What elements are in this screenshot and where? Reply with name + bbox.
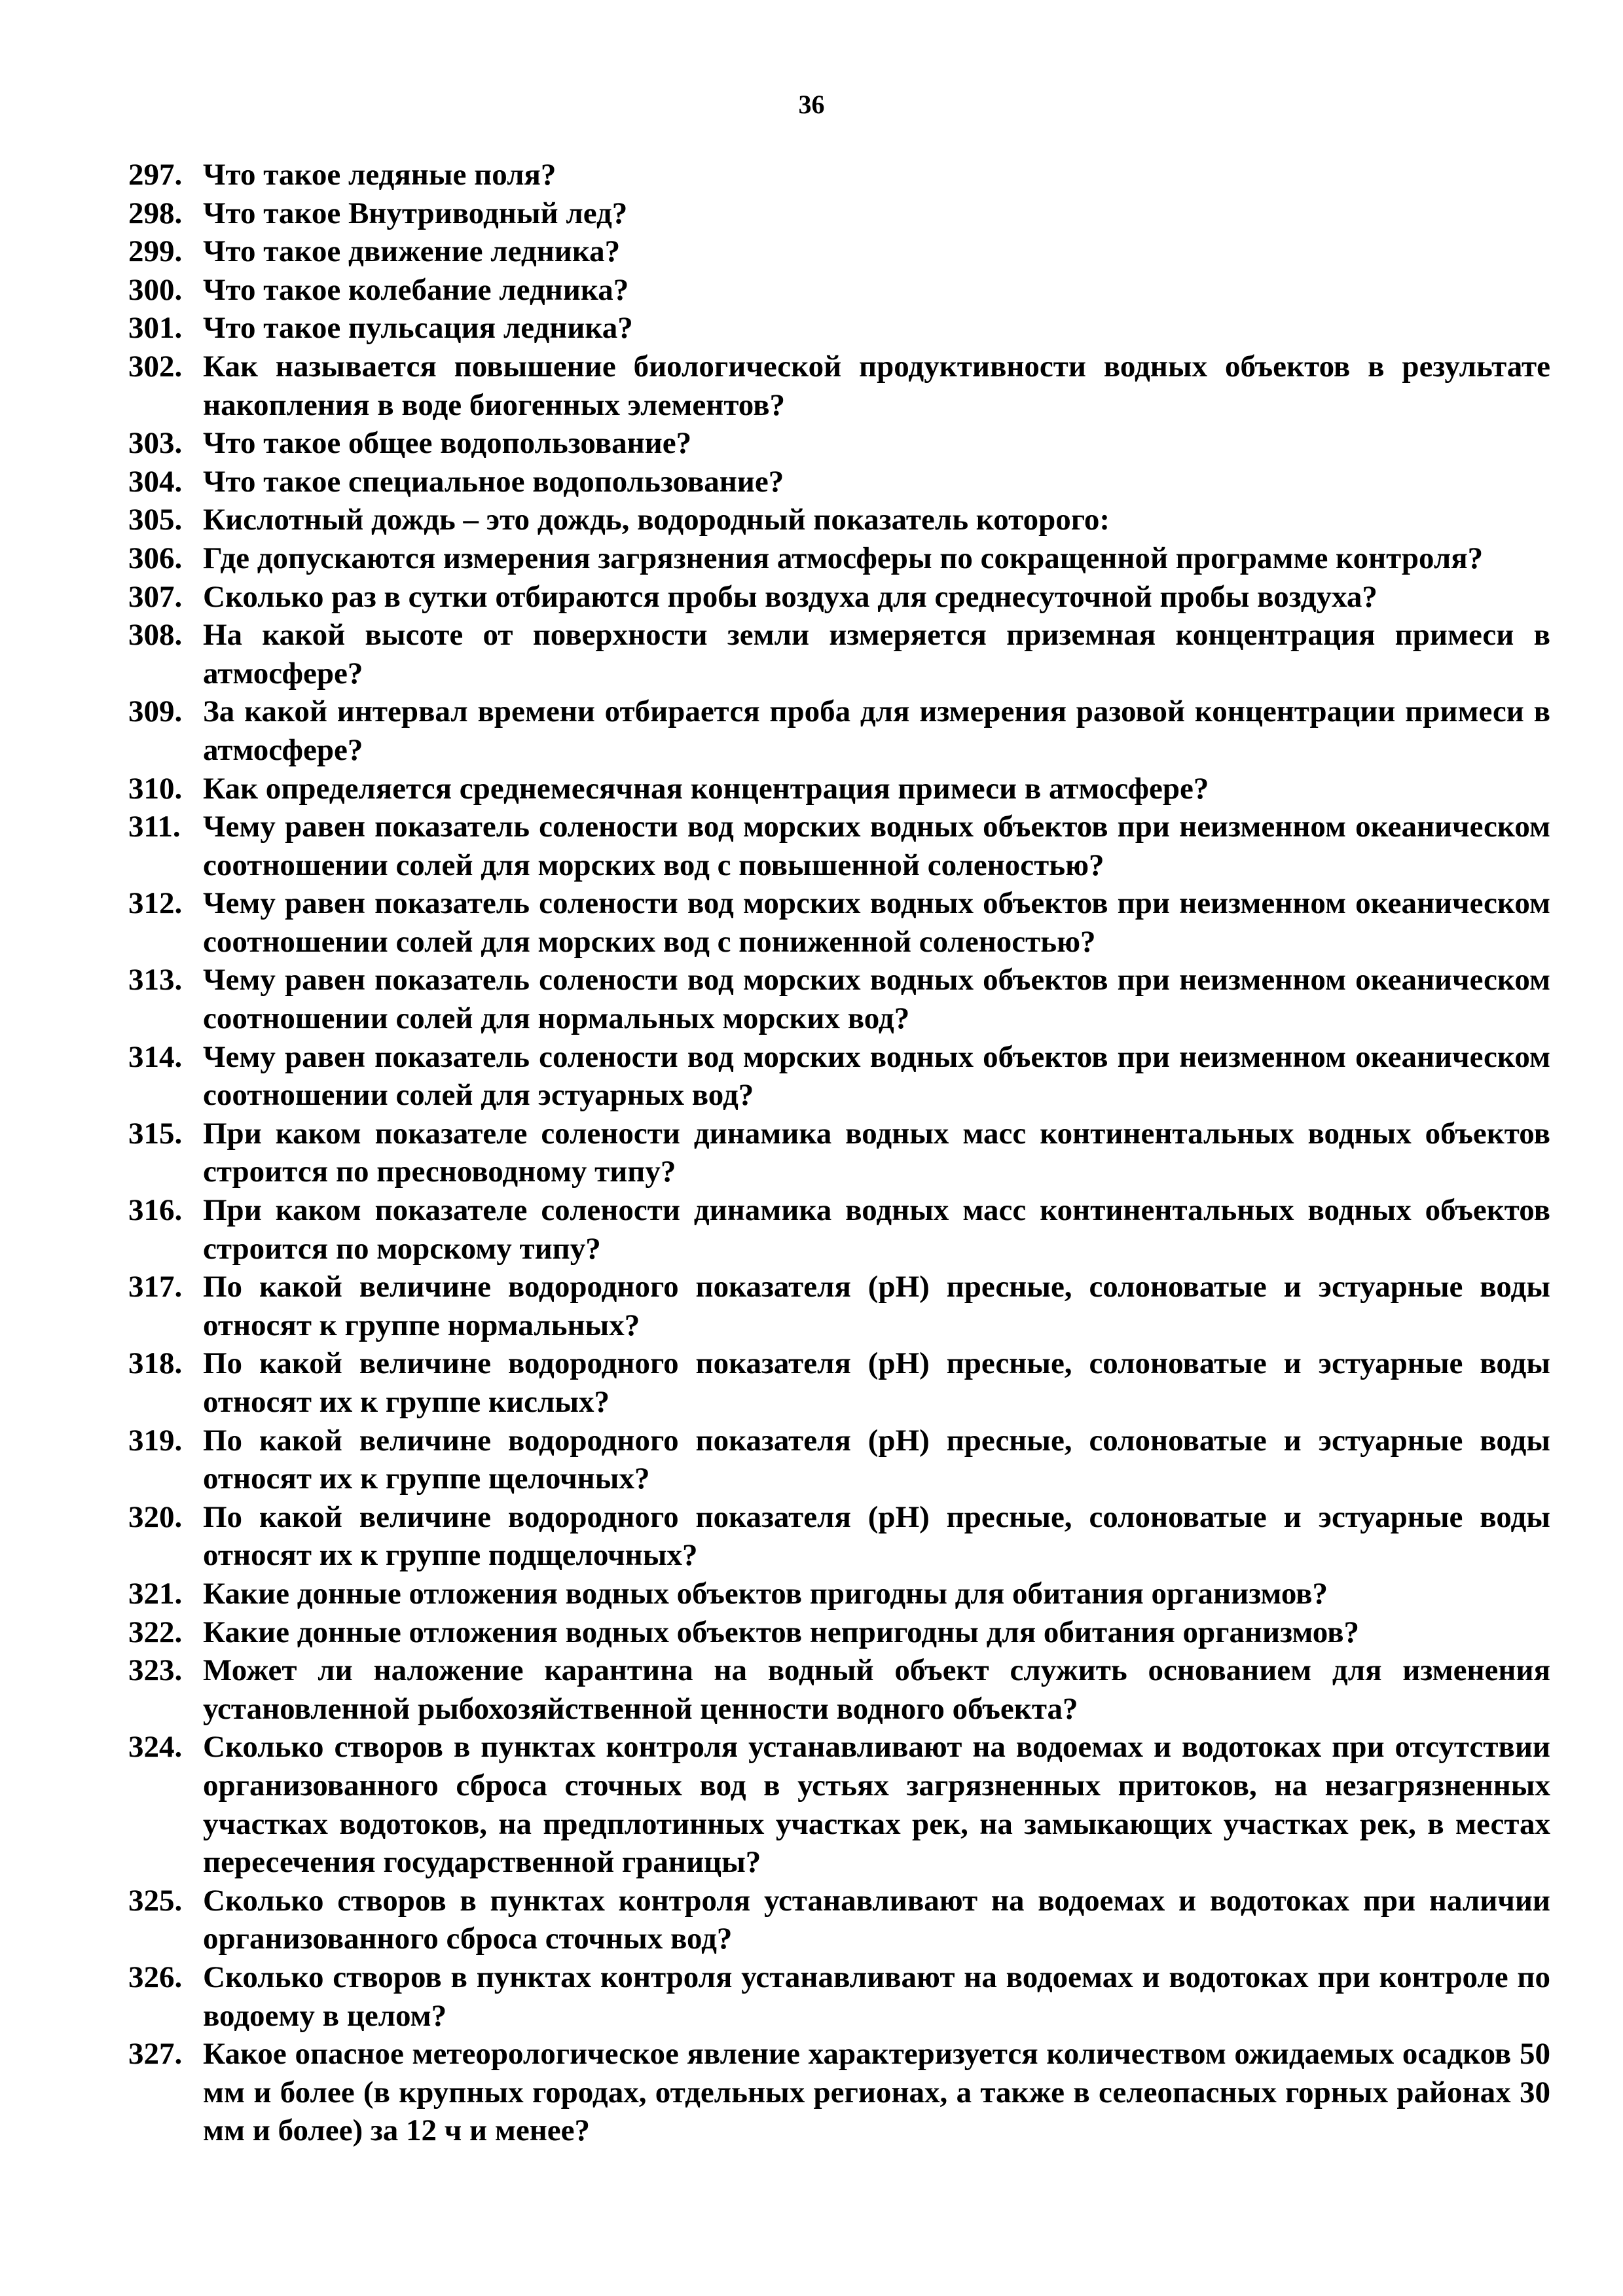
question-number: 316. xyxy=(128,1193,183,1228)
question-number: 298. xyxy=(128,196,183,230)
question-text: Какие донные отложения водных объектов непригодны для обитания организмов? xyxy=(203,1615,1359,1649)
question-number: 309. xyxy=(128,694,183,729)
question-item xyxy=(128,961,1550,1037)
question-number: 320. xyxy=(128,1499,183,1534)
question-number: 317. xyxy=(128,1270,183,1304)
question-text: Какие донные отложения водных объектов пригодны для обитания организмов? xyxy=(203,1576,1328,1611)
question-item xyxy=(128,1191,1550,1268)
question-number: 318. xyxy=(128,1346,183,1381)
question-number: 303. xyxy=(128,426,183,461)
question-item xyxy=(128,616,1550,692)
question-item xyxy=(128,539,1550,578)
question-number: 326. xyxy=(128,1960,183,1994)
question-text: Что такое общее водопользование? xyxy=(203,426,692,461)
question-text: Что такое ледяные поля? xyxy=(203,158,556,192)
question-text: Чему равен показатель солености вод морских водных объектов при неизменном океаническом соотношении солей для морских вод с пониженной соленостью? xyxy=(203,886,1550,959)
question-number: 297. xyxy=(128,158,183,192)
question-number: 308. xyxy=(128,618,183,653)
question-item xyxy=(128,1651,1550,1728)
question-item xyxy=(128,884,1550,961)
question-number: 312. xyxy=(128,886,183,921)
question-text: При каком показателе солености динамика водных масс континентальных водных объектов строится по пресноводному типу? xyxy=(203,1116,1550,1189)
question-item xyxy=(128,1344,1550,1421)
question-text: Как называется повышение биологической продуктивности водных объектов в результате накопления в воде биогенных элементов? xyxy=(203,349,1550,422)
question-text: Чему равен показатель солености вод морских водных объектов при неизменном океаническом соотношении солей для нормальных морских вод? xyxy=(203,963,1550,1036)
question-text: Сколько створов в пунктах контроля устанавливают на водоемах и водотоках при отсутствии организованного сброса сточных вод в устьях загрязненных притоков, на незагрязненных участках водотоков, на предплотинных участках рек, на замыкающих участках рек, в местах пересечения государственной границы? xyxy=(203,1730,1550,1880)
question-text: Может ли наложение карантина на водный объект служить основанием для изменения установленной рыбохозяйственной ценности водного объекта? xyxy=(203,1653,1550,1726)
question-item xyxy=(128,770,1550,808)
question-text: По какой величине водородного показателя (pH) пресные, солоноватые и эстуарные воды относят их к группе кислых? xyxy=(203,1346,1550,1419)
question-text: На какой высоте от поверхности земли измеряется приземная концентрация примеси в атмосфере? xyxy=(203,618,1550,691)
question-number: 313. xyxy=(128,963,183,997)
question-number: 314. xyxy=(128,1039,183,1074)
question-text: По какой величине водородного показателя (pH) пресные, солоноватые и эстуарные воды относят их к группе подщелочных? xyxy=(203,1499,1550,1573)
question-item xyxy=(128,1268,1550,1344)
question-item xyxy=(128,1882,1550,1958)
question-item xyxy=(128,578,1550,617)
question-number: 310. xyxy=(128,771,183,806)
question-number: 325. xyxy=(128,1883,183,1918)
question-list xyxy=(128,156,1550,2150)
question-text: Сколько створов в пунктах контроля устанавливают на водоемах и водотоках при наличии организованного сброса сточных вод? xyxy=(203,1883,1550,1956)
question-item xyxy=(128,1728,1550,1881)
question-text: По какой величине водородного показателя (pH) пресные, солоноватые и эстуарные воды относят их к группе щелочных? xyxy=(203,1423,1550,1496)
question-number: 327. xyxy=(128,2037,183,2072)
question-text: Что такое Внутриводный лед? xyxy=(203,196,628,230)
question-item xyxy=(128,692,1550,769)
question-text: Чему равен показатель солености вод морских водных объектов при неизменном океаническом соотношении солей для морских вод с повышенной соленостью? xyxy=(203,810,1550,882)
question-item xyxy=(128,271,1550,310)
question-text: Чему равен показатель солености вод морских водных объектов при неизменном океаническом соотношении солей для эстуарных вод? xyxy=(203,1039,1550,1113)
question-item xyxy=(128,1115,1550,1191)
question-item xyxy=(128,501,1550,539)
question-text: Что такое пульсация ледника? xyxy=(203,311,633,346)
question-item xyxy=(128,1958,1550,2035)
question-number: 300. xyxy=(128,272,183,307)
question-number: 302. xyxy=(128,349,183,384)
question-item xyxy=(128,348,1550,424)
question-text: Что такое колебание ледника? xyxy=(203,272,629,307)
question-number: 322. xyxy=(128,1615,183,1649)
question-number: 319. xyxy=(128,1423,183,1458)
question-number: 311. xyxy=(128,810,181,844)
page-number: 36 xyxy=(798,90,825,119)
question-number: 305. xyxy=(128,503,183,537)
question-number: 299. xyxy=(128,234,183,269)
question-number: 315. xyxy=(128,1116,183,1151)
question-text: Как определяется среднемесячная концентрация примеси в атмосфере? xyxy=(203,771,1209,806)
question-item xyxy=(128,463,1550,501)
question-text: За какой интервал времени отбирается проба для измерения разовой концентрации примеси в атмосфере? xyxy=(203,694,1550,767)
question-text: Сколько створов в пунктах контроля устанавливают на водоемах и водотоках при контроле по водоему в целом? xyxy=(203,1960,1550,2033)
question-text: При каком показателе солености динамика водных масс континентальных водных объектов строится по морскому типу? xyxy=(203,1193,1550,1266)
question-item xyxy=(128,309,1550,348)
question-item xyxy=(128,1613,1550,1652)
question-number: 306. xyxy=(128,541,183,575)
question-item xyxy=(128,424,1550,463)
question-item xyxy=(128,232,1550,271)
question-item xyxy=(128,1575,1550,1613)
question-text: Сколько раз в сутки отбираются пробы воздуха для среднесуточной пробы воздуха? xyxy=(203,579,1377,614)
question-item xyxy=(128,1498,1550,1575)
question-text: По какой величине водородного показателя (pH) пресные, солоноватые и эстуарные воды относят к группе нормальных? xyxy=(203,1270,1550,1342)
question-item xyxy=(128,1422,1550,1498)
question-number: 324. xyxy=(128,1730,183,1765)
question-text: Что такое движение ледника? xyxy=(203,234,621,269)
question-number: 307. xyxy=(128,579,183,614)
question-number: 321. xyxy=(128,1576,183,1611)
question-item xyxy=(128,1038,1550,1115)
question-text: Какое опасное метеорологическое явление характеризуется количеством ожидаемых осадков 50 мм и более (в крупных городах, отдельных регионах, а также в селеопасных горных районах 30 мм и более) за 12 ч и менее? xyxy=(203,2037,1550,2148)
question-text: Что такое специальное водопользование? xyxy=(203,464,784,499)
question-item xyxy=(128,808,1550,884)
question-text: Где допускаются измерения загрязнения атмосферы по сокращенной программе контроля? xyxy=(203,541,1484,575)
question-number: 304. xyxy=(128,464,183,499)
question-number: 323. xyxy=(128,1653,183,1688)
question-text: Кислотный дождь – это дождь, водородный показатель которого: xyxy=(203,503,1110,537)
question-item xyxy=(128,194,1550,233)
question-number: 301. xyxy=(128,311,183,346)
question-item xyxy=(128,156,1550,194)
question-item xyxy=(128,2035,1550,2150)
